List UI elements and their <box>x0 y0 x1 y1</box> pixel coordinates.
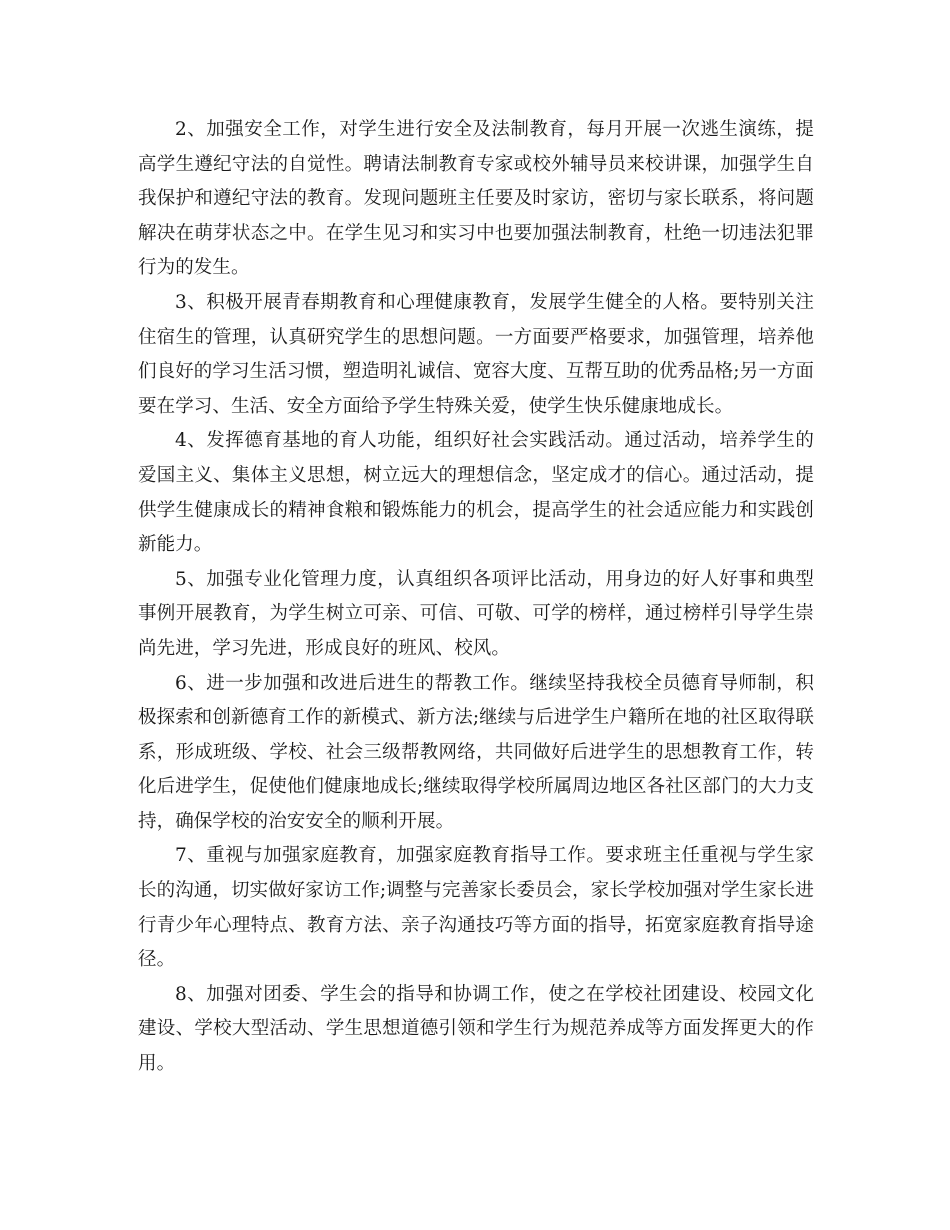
paragraph-item-6: 6、进一步加强和改进后进生的帮教工作。继续坚持我校全员德育导师制，积极探索和创新德育工作的新模式、新方法;继续与后进学生户籍所在地的社区取得联系，形成班级、学校、社会三级帮教网络，共同做好后进学生的思想教育工作，转化后进学生，促使他们健康地成长;继续取得学校所属周边地区各社区部门的大力支持，确保学校的治安安全的顺利开展。 <box>138 672 814 832</box>
paragraph-item-4: 4、发挥德育基地的育人功能，组织好社会实践活动。通过活动，培养学生的爱国主义、集体主义思想，树立远大的理想信念，坚定成才的信心。通过活动，提供学生健康成长的精神食粮和锻炼能力的机会，提高学生的社会适应能力和实践创新能力。 <box>138 430 814 556</box>
document-body <box>138 113 814 1082</box>
paragraph-item-5: 5、加强专业化管理力度，认真组织各项评比活动，用身边的好人好事和典型事例开展教育，为学生树立可亲、可信、可敬、可学的榜样，通过榜样引导学生崇尚先进，学习先进，形成良好的班风、校风。 <box>138 568 814 659</box>
paragraph-item-2: 2、加强安全工作，对学生进行安全及法制教育，每月开展一次逃生演练，提高学生遵纪守法的自觉性。聘请法制教育专家或校外辅导员来校讲课，加强学生自我保护和遵纪守法的教育。发现问题班主任要及时家访，密切与家长联系，将问题解决在萌芽状态之中。在学生见习和实习中也要加强法制教育，杜绝一切违法犯罪行为的发生。 <box>138 119 814 279</box>
paragraph-item-7: 7、重视与加强家庭教育，加强家庭教育指导工作。要求班主任重视与学生家长的沟通，切实做好家访工作;调整与完善家长委员会，家长学校加强对学生家长进行青少年心理特点、教育方法、亲子沟通技巧等方面的指导，拓宽家庭教育指导途径。 <box>138 845 814 971</box>
paragraph-item-8: 8、加强对团委、学生会的指导和协调工作，使之在学校社团建设、校园文化建设、学校大型活动、学生思想道德引领和学生行为规范养成等方面发挥更大的作用。 <box>138 983 814 1075</box>
paragraph-item-3: 3、积极开展青春期教育和心理健康教育，发展学生健全的人格。要特别关注住宿生的管理，认真研究学生的思想问题。一方面要严格要求，加强管理，培养他们良好的学习生活习惯，塑造明礼诚信、宽容大度、互帮互助的优秀品格;另一方面要在学习、生活、安全方面给予学生特殊关爱，使学生快乐健康地成长。 <box>138 291 814 417</box>
